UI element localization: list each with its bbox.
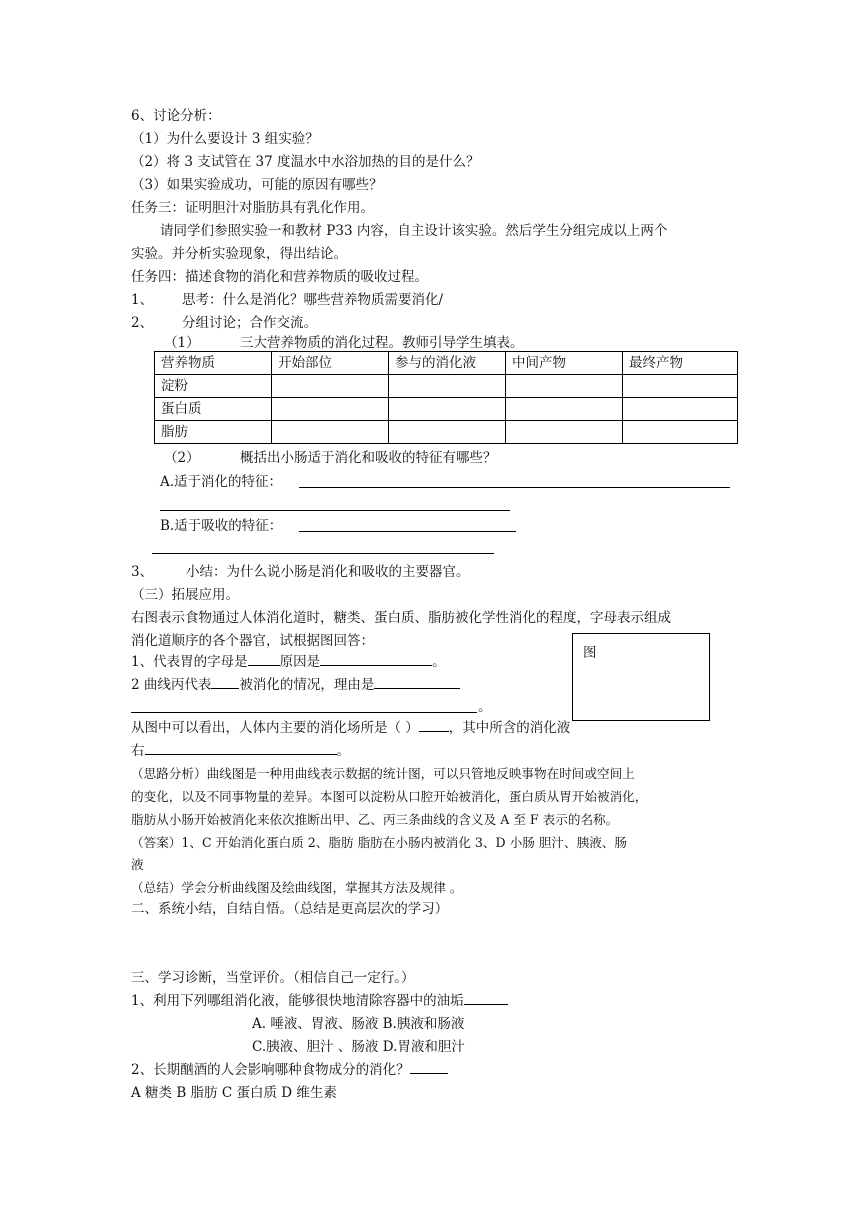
question-main-site-cont (131, 741, 350, 761)
answer-line-end: 。 (478, 699, 492, 715)
question-text: 2 曲线丙代表 (131, 677, 212, 693)
table-header-cell: 中间产物 (506, 352, 623, 375)
quiz-options-2: A 糖类 B 脂肪 C 蛋白质 D 维生素 (131, 1085, 337, 1101)
table-row-label: 淀粉 (155, 375, 272, 398)
summary-paragraph: （总结）学会分析曲线图及绘曲线图，掌握其方法及规律 。 (131, 880, 463, 895)
question-1: （1）为什么要设计 3 组实验？ (131, 131, 319, 147)
digestion-features-label: A.适于消化的特征： (160, 474, 283, 490)
sub-item-2-number: （2） (164, 450, 200, 466)
table-row (155, 375, 738, 398)
question-2: （2）将 3 支试管在 37 度温水中水浴加热的目的是什么？ (131, 154, 480, 170)
answer-line (299, 531, 516, 532)
step-1-text: 思考：什么是消化？哪些营养物质需要消化/ (182, 292, 444, 308)
sub-item-1-text: 三大营养物质的消化过程。教师引导学生填表。 (240, 335, 524, 351)
table-cell (272, 398, 389, 421)
table-cell (389, 375, 506, 398)
table-cell (623, 398, 738, 421)
table-cell (623, 375, 738, 398)
table-cell (272, 421, 389, 444)
question-text: 。 (336, 743, 350, 759)
analysis-paragraph: 脂肪从小肠开始被消化来依次推断出甲、乙、丙三条曲线的含义及 A 至 F 表示的名称。 (131, 812, 619, 827)
question-text: 原因是 (279, 654, 321, 670)
answer-line (131, 712, 477, 713)
table-cell (506, 421, 623, 444)
question-text: 1、利用下列哪组消化液，能够很快地清除容器中的油垢 (131, 993, 464, 1009)
table-row (155, 421, 738, 444)
table-cell (623, 421, 738, 444)
task-three-instructions-cont: 实验。并分析实验现象，得出结论。 (131, 246, 347, 262)
question-stomach-letter (131, 652, 446, 672)
figure-label: 图 (583, 645, 597, 661)
section-heading-application: （三）拓展应用。 (131, 587, 239, 603)
table-header-cell: 营养物质 (155, 352, 272, 375)
table-cell (272, 375, 389, 398)
table-cell (389, 421, 506, 444)
blank[interactable] (248, 652, 280, 666)
quiz-question-2 (131, 1060, 448, 1080)
question-text: 右 (131, 743, 145, 759)
blank[interactable] (211, 675, 239, 689)
question-text: 从图中可以看出，人体内主要的消化场所是（ ） (131, 720, 419, 736)
table-header-cell: 参与的消化液 (389, 352, 506, 375)
step-2-text: 分组讨论；合作交流。 (182, 315, 317, 331)
figure-placeholder (572, 633, 710, 721)
question-curve-c (131, 675, 460, 695)
table-row-label: 蛋白质 (155, 398, 272, 421)
quiz-question-1 (131, 991, 508, 1011)
table-header-row (155, 352, 738, 375)
analysis-paragraph: （思路分析）曲线图是一种用曲线表示数据的统计图，可以只管地反映事物在时间或空间上 (131, 766, 635, 781)
table-cell (389, 398, 506, 421)
answer-paragraph: （答案）1、C 开始消化蛋白质 2、脂肪 脂肪在小肠内被消化 3、D 小肠 胆汁、胰液、肠 (131, 835, 627, 850)
blank[interactable] (464, 991, 508, 1005)
table-row-label: 脂肪 (155, 421, 272, 444)
nutrient-digestion-table (154, 351, 738, 444)
section-heading-diagnosis: 三、学习诊断，当堂评价。（相信自己一定行。） (131, 970, 415, 986)
section-heading-summary: 二、系统小结，自结自悟。（总结是更高层次的学习） (131, 901, 449, 917)
step-3-number: 3、 (131, 564, 154, 580)
table-cell (506, 398, 623, 421)
question-text: 被消化的情况，理由是 (239, 677, 375, 693)
task-three: 任务三：证明胆汁对脂肪具有乳化作用。 (131, 200, 374, 216)
question-text: 2、长期酗酒的人会影响哪种食物成分的消化？ (131, 1062, 410, 1078)
sub-item-2-text: 概括出小肠适于消化和吸收的特征有哪些？ (240, 450, 497, 466)
table-header-cell: 最终产物 (623, 352, 738, 375)
blank[interactable] (145, 741, 337, 755)
step-3-text: 小结：为什么说小肠是消化和吸收的主要器官。 (186, 564, 470, 580)
question-text: 。 (432, 654, 446, 670)
blank[interactable] (374, 675, 460, 689)
quiz-options-1: A. 唾液、胃液、肠液 B.胰液和肠液 (252, 1016, 465, 1032)
quiz-options-1-cont: C.胰液、胆汁 、肠液 D.胃液和胆汁 (252, 1039, 465, 1055)
answer-line (152, 553, 494, 554)
question-main-site (131, 718, 570, 738)
blank[interactable] (410, 1060, 448, 1074)
step-1-number: 1、 (131, 292, 154, 308)
table-header-cell: 开始部位 (272, 352, 389, 375)
answer-line (299, 487, 730, 488)
table-row (155, 398, 738, 421)
sub-item-1-number: （1） (164, 335, 200, 351)
blank[interactable] (419, 718, 449, 732)
question-text: ，其中所含的消化液 (448, 720, 571, 736)
absorption-features-label: B.适于吸收的特征： (160, 518, 283, 534)
blank[interactable] (320, 652, 432, 666)
table-cell (506, 375, 623, 398)
heading-discussion: 6、讨论分析： (131, 108, 221, 124)
question-text: 1、代表胃的字母是 (131, 654, 248, 670)
task-three-instructions: 请同学们参照实验一和教材 P33 内容，自主设计该实验。然后学生分组完成以上两个 (160, 223, 668, 239)
answer-line (160, 510, 510, 511)
figure-description: 右图表示食物通过人体消化道时，糖类、蛋白质、脂肪被化学性消化的程度，字母表示组成 (131, 610, 671, 626)
answer-paragraph: 液 (131, 857, 144, 872)
question-3: （3）如果实验成功，可能的原因有哪些？ (131, 177, 383, 193)
step-2-number: 2、 (131, 315, 154, 331)
figure-description-cont: 消化道顺序的各个器官，试根据图回答： (131, 633, 374, 649)
task-four: 任务四：描述食物的消化和营养物质的吸收过程。 (131, 269, 428, 285)
analysis-paragraph: 的变化，以及不同事物量的差异。本图可以淀粉从口腔开始被消化，蛋白质从胃开始被消化， (131, 789, 648, 804)
